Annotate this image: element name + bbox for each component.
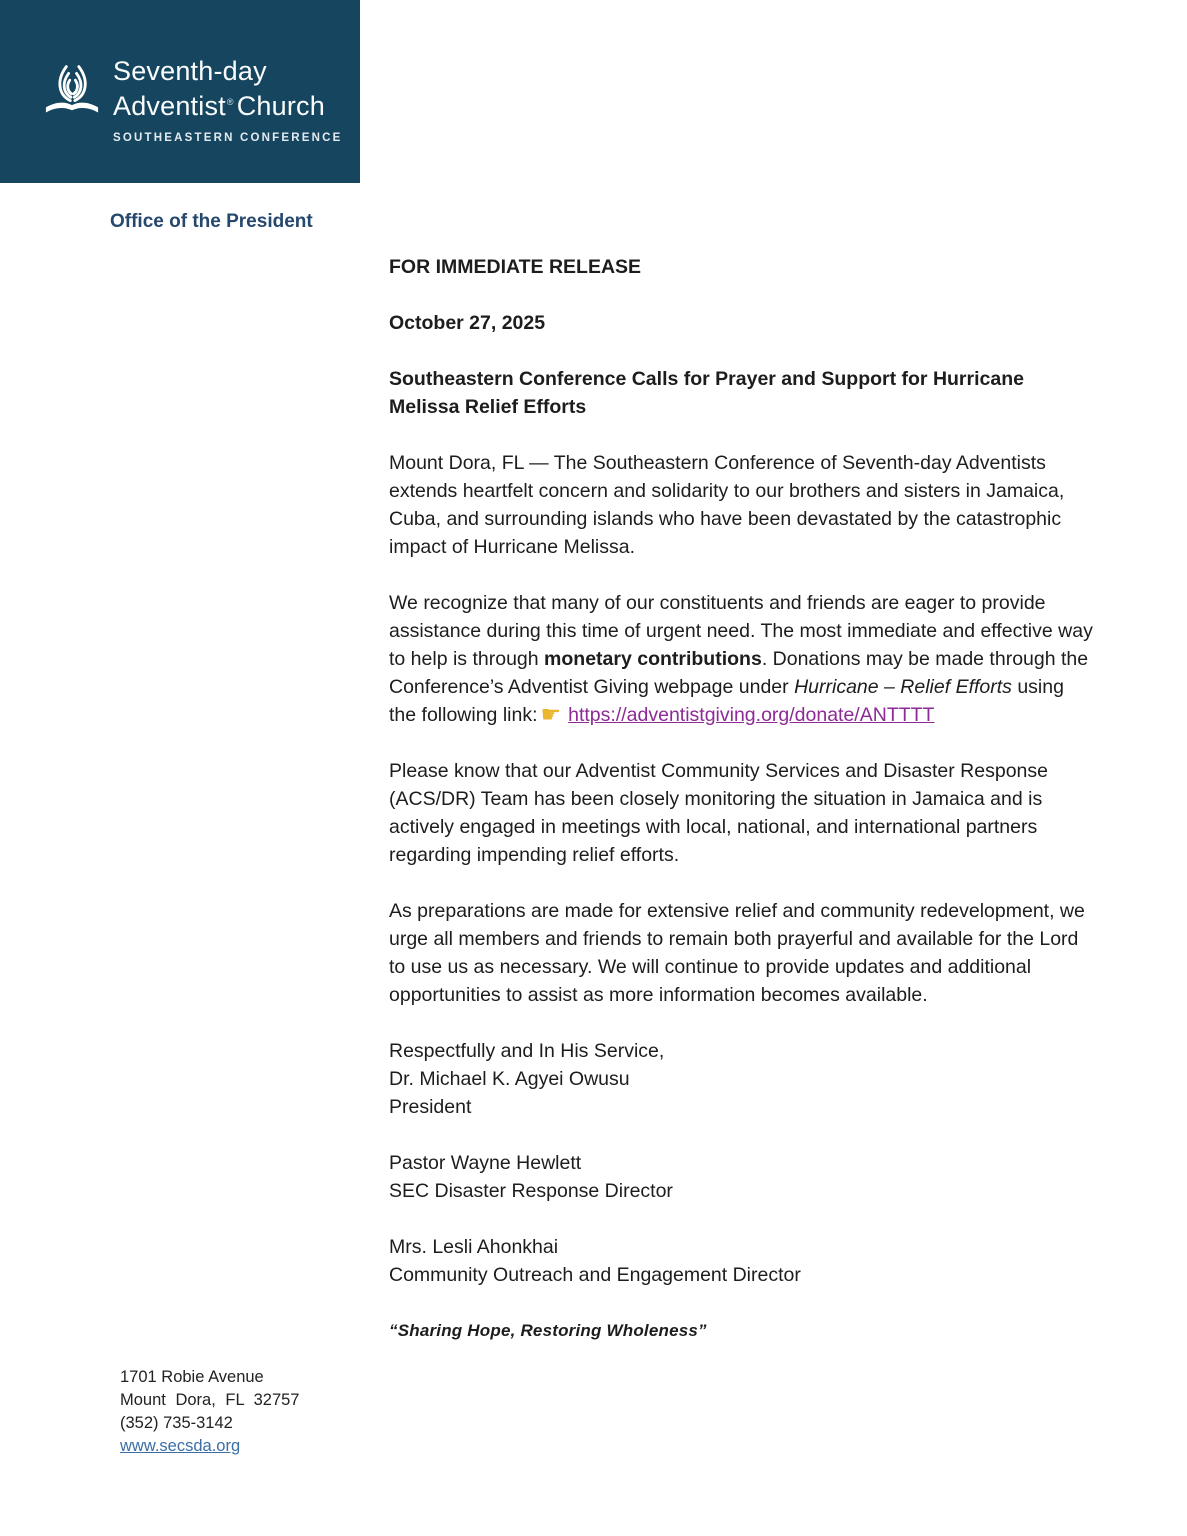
website-link[interactable]: www.secsda.org bbox=[120, 1437, 241, 1455]
paragraph-2-tail: using the following link: bbox=[389, 676, 1064, 726]
paragraph-2 bbox=[389, 589, 1095, 729]
address-street: 1701 Robie Avenue bbox=[120, 1368, 264, 1386]
footer-address bbox=[120, 1366, 299, 1458]
sda-flame-book-logo-icon bbox=[38, 48, 106, 134]
paragraph-4: As preparations are made for extensive relief and community redevelopment, we urge all members and friends to remain both prayerful and available for the Lord to use us as necessary. We will continue to provide updates and additional opportunities to assist as more information becomes available. bbox=[389, 900, 1085, 1006]
president-title: President bbox=[389, 1096, 472, 1118]
conference-name: SOUTHEASTERN CONFERENCE bbox=[113, 132, 343, 144]
release-date: October 27, 2025 bbox=[389, 312, 546, 334]
paragraph-2-italic: Hurricane – Relief Efforts bbox=[794, 676, 1012, 698]
phone-number: (352) 735-3142 bbox=[120, 1414, 233, 1432]
president-name: Dr. Michael K. Agyei Owusu bbox=[389, 1068, 630, 1090]
brand-adventist: Adventist bbox=[113, 91, 226, 121]
tagline: “Sharing Hope, Restoring Wholeness” bbox=[389, 1321, 707, 1340]
registered-mark: ® bbox=[226, 97, 234, 107]
signature-closing: Respectfully and In His Service, bbox=[389, 1040, 665, 1062]
release-tag: FOR IMMEDIATE RELEASE bbox=[389, 256, 642, 278]
paragraph-3: Please know that our Adventist Community Services and Disaster Response (ACS/DR) Team has been closely monitoring the situation in Jamaica and is actively engaged in meetings with local, national, and international partners regarding impending relief efforts. bbox=[389, 760, 1048, 866]
brand-wordmark bbox=[113, 56, 343, 144]
address-city: Mount Dora, FL 32757 bbox=[120, 1391, 300, 1409]
donation-link[interactable]: https://adventistgiving.org/donate/ANTTTT bbox=[568, 704, 935, 726]
paragraph-2-mid: . Donations may be made through the Conference’s Adventist Giving webpage under bbox=[389, 648, 1089, 698]
paragraph-2-lead: We recognize that many of our constituents and friends are eager to provide assistance during this time of urgent need. The most immediate and effective way to help is through bbox=[389, 592, 1093, 670]
paragraph-1: Mount Dora, FL — The Southeastern Conference of Seventh-day Adventists extends heartfelt concern and solidarity to our brothers and sisters in Jamaica, Cuba, and surrounding islands who have been devastated by the catastrophic impact of Hurricane Melissa. bbox=[389, 452, 1065, 558]
office-of-president-label: Office of the President bbox=[110, 211, 313, 232]
brand-line-2 bbox=[113, 87, 343, 122]
press-release-body bbox=[389, 253, 1095, 1373]
pointing-right-icon: ☛ bbox=[540, 702, 562, 728]
disaster-director-name: Pastor Wayne Hewlett bbox=[389, 1152, 582, 1174]
brand-line-1: Seventh-day bbox=[113, 56, 267, 86]
paragraph-2-bold: monetary contributions bbox=[544, 648, 762, 670]
brand-church: Church bbox=[236, 91, 325, 121]
brand-header bbox=[0, 0, 360, 183]
outreach-director-title: Community Outreach and Engagement Director bbox=[389, 1264, 801, 1286]
disaster-director-title: SEC Disaster Response Director bbox=[389, 1180, 673, 1202]
outreach-director-name: Mrs. Lesli Ahonkhai bbox=[389, 1236, 559, 1258]
headline: Southeastern Conference Calls for Prayer and Support for Hurricane Melissa Relief Efforts bbox=[389, 368, 1024, 418]
